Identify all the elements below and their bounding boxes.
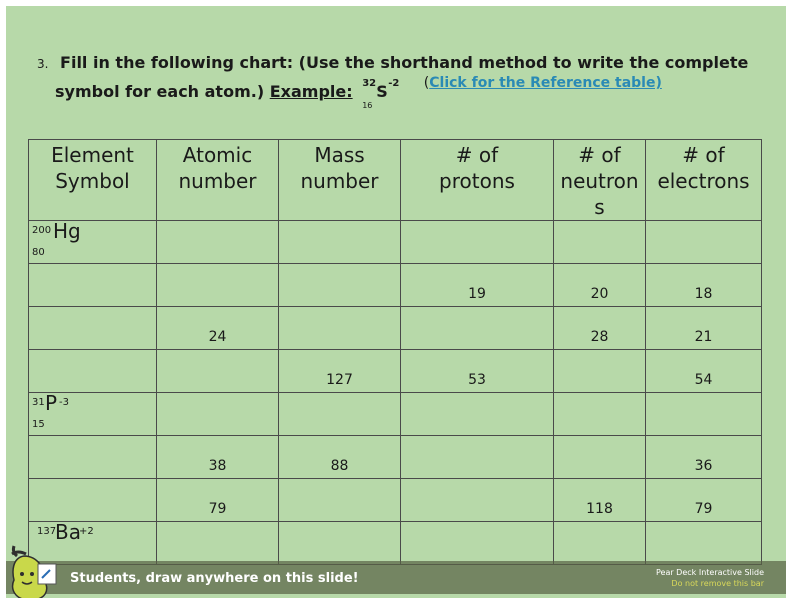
mass-number-cell[interactable] xyxy=(279,479,401,522)
neutrons-cell[interactable]: 118 xyxy=(554,479,646,522)
example-atomic-number: 16 xyxy=(362,101,373,110)
electrons-cell[interactable] xyxy=(646,522,762,565)
table-row xyxy=(29,436,762,479)
pear-deck-subtitle: Do not remove this bar xyxy=(671,579,764,588)
protons-cell[interactable] xyxy=(401,522,554,565)
pear-mascot-icon xyxy=(8,544,58,598)
neutrons-cell[interactable]: 20 xyxy=(554,264,646,307)
symbol-cell[interactable] xyxy=(29,307,157,350)
electrons-cell[interactable]: 79 xyxy=(646,479,762,522)
example-symbol xyxy=(362,78,416,110)
neutrons-cell[interactable] xyxy=(554,393,646,436)
mass-number-cell[interactable] xyxy=(279,221,401,264)
electrons-cell[interactable]: 21 xyxy=(646,307,762,350)
electrons-cell[interactable]: 18 xyxy=(646,264,762,307)
header-atomic-number: Atomic number xyxy=(157,140,279,221)
table-row xyxy=(29,307,762,350)
element-symbol: P xyxy=(45,391,58,415)
symbol-cell[interactable] xyxy=(29,350,157,393)
atomic-number-cell[interactable] xyxy=(157,221,279,264)
table-row xyxy=(29,350,762,393)
header-electrons: # of electrons xyxy=(646,140,762,221)
atomic-number-cell[interactable] xyxy=(157,393,279,436)
mass-number-cell[interactable] xyxy=(279,307,401,350)
atomic-number-cell[interactable]: 38 xyxy=(157,436,279,479)
link-paren: ( xyxy=(423,75,430,91)
pear-deck-label xyxy=(656,567,764,589)
atomic-subscript: 80 xyxy=(32,247,45,258)
protons-cell[interactable]: 53 xyxy=(401,350,554,393)
mass-number-cell[interactable] xyxy=(279,393,401,436)
header-element-symbol: Element Symbol xyxy=(29,140,157,221)
mass-superscript: 31 xyxy=(32,397,45,408)
electrons-cell[interactable] xyxy=(646,221,762,264)
table-row xyxy=(29,522,762,565)
instructions-text-2: symbol for each atom.) xyxy=(55,82,265,101)
example-mass-number: 32 xyxy=(362,78,377,89)
symbol-cell[interactable] xyxy=(29,436,157,479)
atomic-number-cell[interactable] xyxy=(157,522,279,565)
neutrons-cell[interactable] xyxy=(554,221,646,264)
example-charge: -2 xyxy=(388,78,400,89)
instructions-line-2 xyxy=(37,75,757,110)
neutrons-cell[interactable] xyxy=(554,522,646,565)
protons-cell[interactable] xyxy=(401,436,554,479)
protons-cell[interactable] xyxy=(401,479,554,522)
table-row xyxy=(29,393,762,436)
symbol-cell[interactable] xyxy=(29,393,157,436)
atomic-number-cell[interactable] xyxy=(157,350,279,393)
electrons-cell[interactable]: 36 xyxy=(646,436,762,479)
protons-cell[interactable]: 19 xyxy=(401,264,554,307)
charge-superscript: +2 xyxy=(79,526,94,537)
instructions-text-1: Fill in the following chart: (Use the shorthand method to write the complete xyxy=(60,53,749,72)
element-symbol: Ba xyxy=(55,520,81,544)
example-label: Example: xyxy=(269,82,353,101)
header-protons: # of protons xyxy=(401,140,554,221)
atomic-number-cell[interactable]: 79 xyxy=(157,479,279,522)
header-neutrons: # of neutron s xyxy=(554,140,646,221)
protons-cell[interactable] xyxy=(401,393,554,436)
pear-deck-title: Pear Deck Interactive Slide xyxy=(655,568,764,577)
electrons-cell[interactable] xyxy=(646,393,762,436)
question-number: 3. xyxy=(37,57,49,71)
table-header-row xyxy=(29,140,762,221)
table-row xyxy=(29,264,762,307)
neutrons-cell[interactable] xyxy=(554,436,646,479)
draw-instruction: Students, draw anywhere on this slide! xyxy=(70,571,359,586)
slide[interactable] xyxy=(6,6,786,598)
header-mass-number: Mass number xyxy=(279,140,401,221)
atomic-subscript: 15 xyxy=(32,419,45,430)
reference-table-link[interactable]: Click for the Reference table) xyxy=(429,75,662,91)
atomic-number-cell[interactable]: 24 xyxy=(157,307,279,350)
example-element: S xyxy=(376,82,388,101)
mass-number-cell[interactable] xyxy=(279,264,401,307)
table-row xyxy=(29,221,762,264)
neutrons-cell[interactable] xyxy=(554,350,646,393)
symbol-cell[interactable] xyxy=(29,479,157,522)
instructions xyxy=(37,49,757,110)
symbol-cell[interactable] xyxy=(29,221,157,264)
pear-deck-bar xyxy=(6,561,786,594)
symbol-cell[interactable] xyxy=(29,264,157,307)
mass-number-cell[interactable] xyxy=(279,522,401,565)
element-symbol: Hg xyxy=(53,219,81,243)
atom-chart-table xyxy=(28,139,762,565)
charge-superscript: -3 xyxy=(59,397,69,408)
atomic-number-cell[interactable] xyxy=(157,264,279,307)
mass-superscript: 200 xyxy=(32,225,52,236)
electrons-cell[interactable]: 54 xyxy=(646,350,762,393)
mass-superscript: 137 xyxy=(37,526,57,537)
mass-number-cell[interactable]: 127 xyxy=(279,350,401,393)
protons-cell[interactable] xyxy=(401,221,554,264)
table-row xyxy=(29,479,762,522)
protons-cell[interactable] xyxy=(401,307,554,350)
mass-number-cell[interactable]: 88 xyxy=(279,436,401,479)
neutrons-cell[interactable]: 28 xyxy=(554,307,646,350)
